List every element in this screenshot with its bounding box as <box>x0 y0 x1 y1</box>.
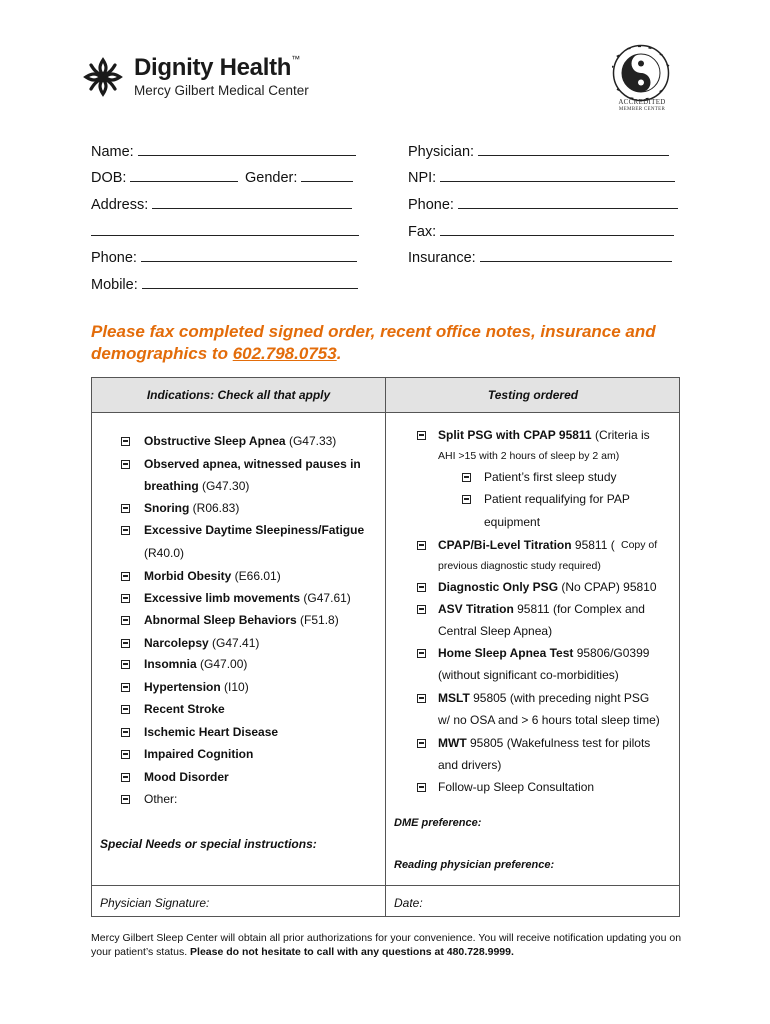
test-item: previous diagnostic study required) <box>438 560 601 572</box>
test-checkbox[interactable] <box>417 649 426 658</box>
dignity-health-logo <box>82 52 312 108</box>
test-item: Home Sleep Apnea Test 95806/G0399 <box>438 646 650 660</box>
physician-signature-label: Physician Signature: <box>100 896 210 910</box>
fax-field[interactable]: Fax: <box>408 221 674 241</box>
seal-caption-line2: MEMBER CENTER <box>618 107 666 112</box>
indication-item: Recent Stroke <box>144 702 225 716</box>
special-needs-label: Special Needs or special instructions: <box>100 837 317 851</box>
indication-item: Other: <box>144 792 178 806</box>
reading-physician-label: Reading physician preference: <box>394 859 555 871</box>
indication-checkbox[interactable] <box>121 526 130 535</box>
fax-number-link[interactable]: 602.798.0753 <box>232 344 337 363</box>
indication-item: Mood Disorder <box>144 770 229 784</box>
dob-field[interactable]: DOB: <box>91 167 238 187</box>
test-item: Patient’s first sleep study <box>484 470 617 484</box>
address-field-line2[interactable] <box>91 221 359 241</box>
seal-caption-line1: ACCREDITED <box>618 98 666 106</box>
indication-checkbox[interactable] <box>121 728 130 737</box>
test-item: Diagnostic Only PSG (No CPAP) 95810 <box>438 580 657 594</box>
indication-checkbox[interactable] <box>121 795 130 804</box>
test-item: (without significant co-morbidities) <box>438 668 619 682</box>
patient-phone-field[interactable]: Phone: <box>91 247 357 267</box>
test-checkbox[interactable] <box>417 431 426 440</box>
indication-item: Narcolepsy (G47.41) <box>144 636 260 650</box>
test-checkbox[interactable] <box>417 783 426 792</box>
seal-caption <box>592 98 692 114</box>
gender-field[interactable]: Gender: <box>245 167 353 187</box>
test-checkbox[interactable] <box>417 541 426 550</box>
test-item: equipment <box>484 515 541 529</box>
indication-checkbox[interactable] <box>121 437 130 446</box>
test-item: Central Sleep Apnea) <box>438 624 553 638</box>
facility-name: Mercy Gilbert Medical Center <box>134 83 309 98</box>
indication-checkbox[interactable] <box>121 460 130 469</box>
mobile-field[interactable]: Mobile: <box>91 274 358 294</box>
indication-item: Obstructive Sleep Apnea (G47.33) <box>144 434 337 448</box>
indication-checkbox[interactable] <box>121 660 130 669</box>
test-checkbox[interactable] <box>417 739 426 748</box>
indication-item: Morbid Obesity (E66.01) <box>144 569 281 583</box>
indication-item: Ischemic Heart Disease <box>144 725 279 739</box>
test-item: Copy of <box>621 539 658 551</box>
aasm-accreditation-seal-icon <box>612 44 670 102</box>
npi-field[interactable]: NPI: <box>408 167 675 187</box>
dignity-health-star-icon <box>82 56 124 98</box>
test-checkbox[interactable] <box>462 473 471 482</box>
indication-item: Abnormal Sleep Behaviors (F51.8) <box>144 613 339 627</box>
indication-item: Insomnia (G47.00) <box>144 657 248 671</box>
test-item: ASV Titration 95811 (for Complex and <box>438 602 645 616</box>
indication-item: Excessive limb movements (G47.61) <box>144 591 351 605</box>
address-field[interactable]: Address: <box>91 194 352 214</box>
indication-checkbox[interactable] <box>121 750 130 759</box>
indication-checkbox[interactable] <box>121 639 130 648</box>
test-checkbox[interactable] <box>417 605 426 614</box>
physician-field[interactable]: Physician: <box>408 141 669 161</box>
name-field[interactable]: Name: <box>91 141 356 161</box>
indication-checkbox[interactable] <box>121 504 130 513</box>
test-item: Follow-up Sleep Consultation <box>438 780 595 794</box>
date-label: Date: <box>394 896 423 910</box>
test-item: and drivers) <box>438 758 502 772</box>
indications-header: Indications: Check all that apply <box>146 388 331 402</box>
test-item: CPAP/Bi-Level Titration 95811 ( <box>438 538 615 552</box>
indication-checkbox[interactable] <box>121 705 130 714</box>
physician-phone-field[interactable]: Phone: <box>408 194 678 214</box>
test-item: Patient requalifying for PAP <box>484 492 630 506</box>
testing-header: Testing ordered <box>487 388 579 402</box>
indication-item: Impaired Cognition <box>144 747 254 761</box>
dme-preference-label: DME preference: <box>394 817 482 829</box>
indication-checkbox[interactable] <box>121 683 130 692</box>
indication-item: Snoring (R06.83) <box>144 501 240 515</box>
test-item: Split PSG with CPAP 95811 (Criteria is <box>438 428 650 442</box>
fax-instructions: Please fax completed signed order, recent office notes, insurance and demographics to 602.798.0753. <box>91 322 656 363</box>
test-item: MSLT 95805 (with preceding night PSG <box>438 691 650 705</box>
indication-item: Hypertension (I10) <box>144 680 249 694</box>
indication-item: (R40.0) <box>144 546 185 560</box>
footer-note: Mercy Gilbert Sleep Center will obtain all prior authorizations for your convenience. You will receive notification updating you on your patient’s status. Please do not hesitate to call with any questions at 480.728.9999. <box>91 932 682 958</box>
indication-checkbox[interactable] <box>121 616 130 625</box>
test-item: AHI >15 with 2 hours of sleep by 2 am) <box>438 450 620 462</box>
test-item: MWT 95805 (Wakefulness test for pilots <box>438 736 651 750</box>
test-checkbox[interactable] <box>462 495 471 504</box>
org-name: Dignity Health™ <box>134 54 300 81</box>
indication-item: Observed apnea, witnessed pauses in <box>144 457 361 471</box>
indication-checkbox[interactable] <box>121 572 130 581</box>
test-item: w/ no OSA and > 6 hours total sleep time) <box>438 713 660 727</box>
indication-item: breathing (G47.30) <box>144 479 250 493</box>
insurance-field[interactable]: Insurance: <box>408 247 672 267</box>
indication-checkbox[interactable] <box>121 773 130 782</box>
test-checkbox[interactable] <box>417 583 426 592</box>
test-checkbox[interactable] <box>417 694 426 703</box>
indication-item: Excessive Daytime Sleepiness/Fatigue <box>144 523 365 537</box>
order-table <box>91 377 680 917</box>
indication-checkbox[interactable] <box>121 594 130 603</box>
